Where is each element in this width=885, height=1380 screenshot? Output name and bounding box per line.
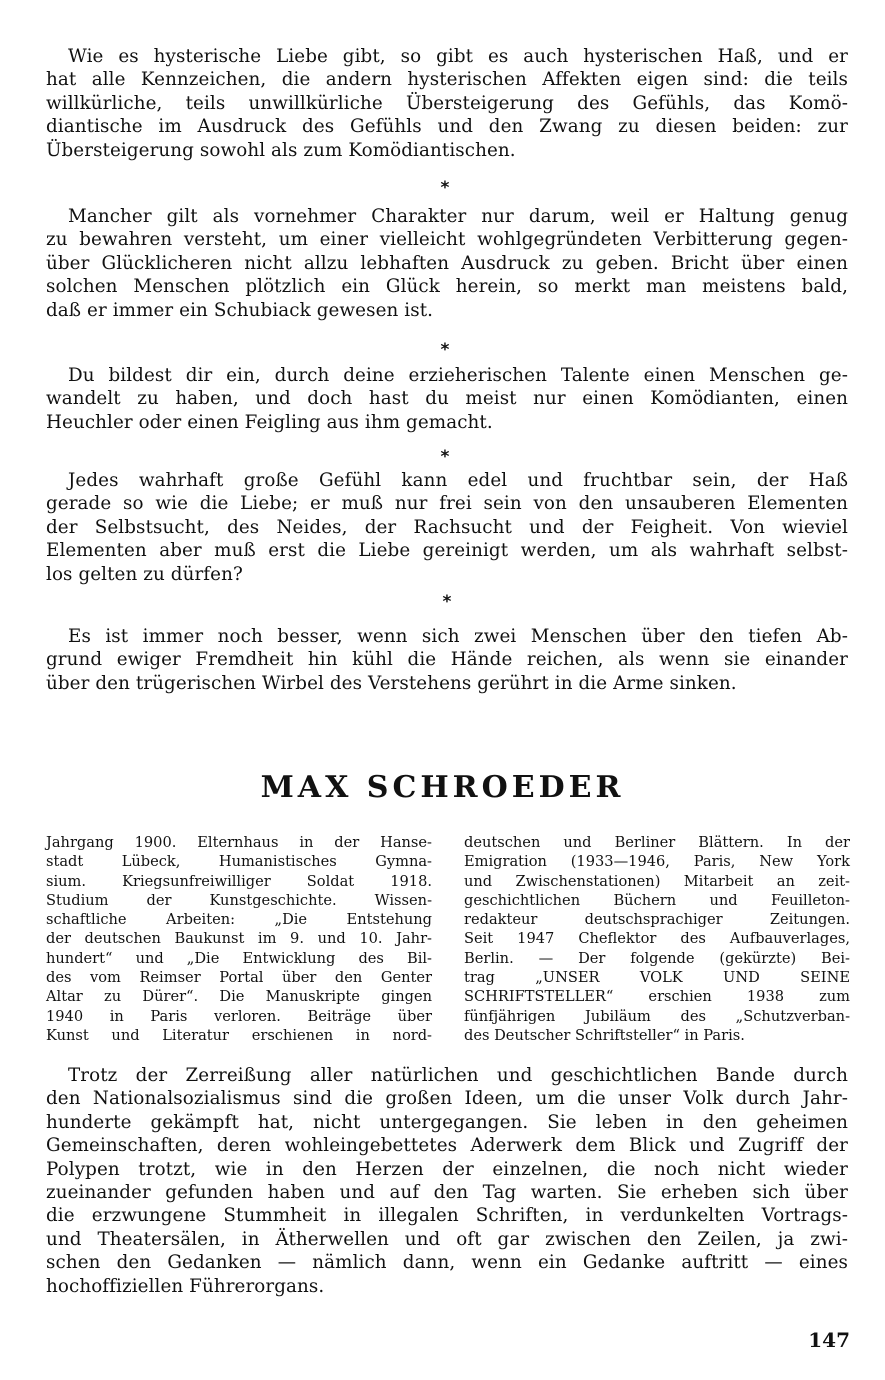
text-line: Trotz der Zerreißung aller natürlichen und geschichtlichen Bande durch — [68, 1065, 848, 1086]
bio-line: schaftliche Arbeiten: „Die Entstehung — [46, 911, 432, 929]
text-line: hochoffiziellen Führerorgans. — [46, 1275, 325, 1297]
bio-line: SCHRIFTSTELLER“ erschien 1938 zum — [464, 988, 850, 1006]
aphorism-paragraph-4 — [46, 469, 848, 586]
bio-line: und Zwischenstationen) Mitarbeit an zeit- — [464, 872, 850, 890]
aphorism-paragraph-1 — [46, 45, 848, 162]
text-line: wandelt zu haben, und doch hast du meist nur einen Komödianten, einen — [46, 388, 848, 410]
text-line: der Selbstsucht, des Neides, der Rachsucht und der Feigheit. Von wieviel — [46, 516, 848, 538]
bio-line: des Deutscher Schriftsteller“ in Paris. — [464, 1026, 745, 1044]
section-separator: * — [440, 178, 450, 198]
essay-paragraph — [46, 1064, 848, 1298]
bio-line: 1940 in Paris verloren. Beiträge über — [46, 1007, 432, 1025]
text-line: daß er immer ein Schubiack gewesen ist. — [46, 299, 434, 321]
bio-line: sium. Kriegsunfreiwilliger Soldat 1918. — [46, 872, 432, 890]
bio-line: deutschen und Berliner Blättern. In der — [464, 834, 850, 851]
bio-line: Kunst und Literatur erschienen in nord- — [46, 1026, 432, 1044]
text-line: über den trügerischen Wirbel des Verstehens gerührt in die Arme sinken. — [46, 672, 737, 694]
text-line: Jedes wahrhaft große Gefühl kann edel und fruchtbar sein, der Haß — [68, 470, 848, 491]
bio-line: geschichtlichen Büchern und Feuilleton- — [464, 891, 850, 909]
text-line: schen den Gedanken — nämlich dann, wenn ein Gedanke auftritt — eines — [46, 1252, 848, 1274]
bio-line: Jahrgang 1900. Elternhaus in der Hanse- — [46, 834, 432, 851]
text-line: grund ewiger Fremdheit hin kühl die Hände reichen, als wenn sie einander — [46, 649, 848, 671]
section-separator: * — [440, 340, 450, 360]
section-separator: * — [440, 447, 450, 467]
text-line: Du bildest dir ein, durch deine erzieherischen Talente einen Menschen ge- — [68, 365, 848, 386]
section-separator: * — [442, 592, 452, 612]
bio-line: Berlin. — Der folgende (gekürzte) Bei- — [464, 949, 850, 967]
text-line: gerade so wie die Liebe; er muß nur frei sein von den unsauberen Elementen — [46, 493, 848, 515]
aphorism-paragraph-2 — [46, 205, 848, 322]
text-line: willkürliche, teils unwillkürliche Übersteigerung des Gefühls, das Komö- — [46, 92, 848, 114]
bio-line: redakteur deutschsprachiger Zeitungen. — [464, 911, 850, 929]
text-line: über Glücklicheren nicht allzu lebhaften Ausdruck zu geben. Bricht über einen — [46, 252, 848, 274]
text-line: Elementen aber muß erst die Liebe gereinigt werden, um als wahrhaft selbst- — [46, 540, 848, 562]
bio-line: Seit 1947 Cheflektor des Aufbauverlages, — [464, 930, 850, 948]
text-line: die erzwungene Stummheit in illegalen Schriften, in verdunkelten Vortrags- — [46, 1205, 848, 1227]
bio-column-right — [464, 833, 850, 1045]
text-line: den Nationalsozialismus sind die großen Ideen, um die unser Volk durch Jahr- — [46, 1088, 848, 1110]
page-number: 147 — [808, 1328, 850, 1352]
bio-line: Studium der Kunstgeschichte. Wissen- — [46, 891, 432, 909]
text-line: Gemeinschaften, deren wohleingebettetes Aderwerk dem Blick und Zugriff der — [46, 1135, 848, 1157]
aphorism-paragraph-5 — [46, 625, 848, 695]
text-line: Wie es hysterische Liebe gibt, so gibt es auch hysterischen Haß, und er — [68, 46, 848, 67]
text-line: Es ist immer noch besser, wenn sich zwei Menschen über den tiefen Ab- — [68, 626, 848, 647]
text-line: zueinander gefunden haben und auf den Tag warten. Sie erheben sich über — [46, 1181, 848, 1203]
text-line: los gelten zu dürfen? — [46, 563, 243, 585]
bio-line: der deutschen Baukunst im 9. und 10. Jahr- — [46, 930, 432, 948]
text-line: Übersteigerung sowohl als zum Komödiantischen. — [46, 139, 516, 161]
text-line: und Theatersälen, in Ätherwellen und oft gar zwischen den Zeilen, ja zwi- — [46, 1228, 848, 1250]
text-line: hat alle Kennzeichen, die andern hysterischen Affekten eigen sind: die teils — [46, 69, 848, 91]
bio-line: fünfjährigen Jubiläum des „Schutzverban- — [464, 1007, 850, 1025]
author-heading: MAX SCHROEDER — [260, 770, 625, 805]
aphorism-paragraph-3 — [46, 364, 848, 434]
text-line: zu bewahren versteht, um einer vielleicht wohlgegründeten Verbitterung gegen- — [46, 229, 848, 251]
text-line: solchen Menschen plötzlich ein Glück herein, so merkt man meistens bald, — [46, 276, 848, 298]
text-line: Heuchler oder einen Feigling aus ihm gemacht. — [46, 411, 493, 433]
bio-line: Altar zu Dürer“. Die Manuskripte gingen — [46, 988, 432, 1006]
text-line: diantische im Ausdruck des Gefühls und den Zwang zu diesen beiden: zur — [46, 116, 848, 138]
bio-line: trag „UNSER VOLK UND SEINE — [464, 969, 850, 987]
bio-line: hundert“ und „Die Entwicklung des Bil- — [46, 949, 432, 967]
bio-line: Emigration (1933—1946, Paris, New York — [464, 853, 850, 871]
text-line: Mancher gilt als vornehmer Charakter nur darum, weil er Haltung genug — [68, 206, 848, 227]
text-line: hunderte gekämpft hat, nicht untergegangen. Sie leben in den geheimen — [46, 1111, 848, 1133]
bio-column-left — [46, 833, 432, 1045]
text-line: Polypen trotzt, wie in den Herzen der einzelnen, die noch nicht wieder — [46, 1158, 848, 1180]
bio-line: des vom Reimser Portal über den Genter — [46, 969, 432, 987]
bio-line: stadt Lübeck, Humanistisches Gymna- — [46, 853, 432, 871]
